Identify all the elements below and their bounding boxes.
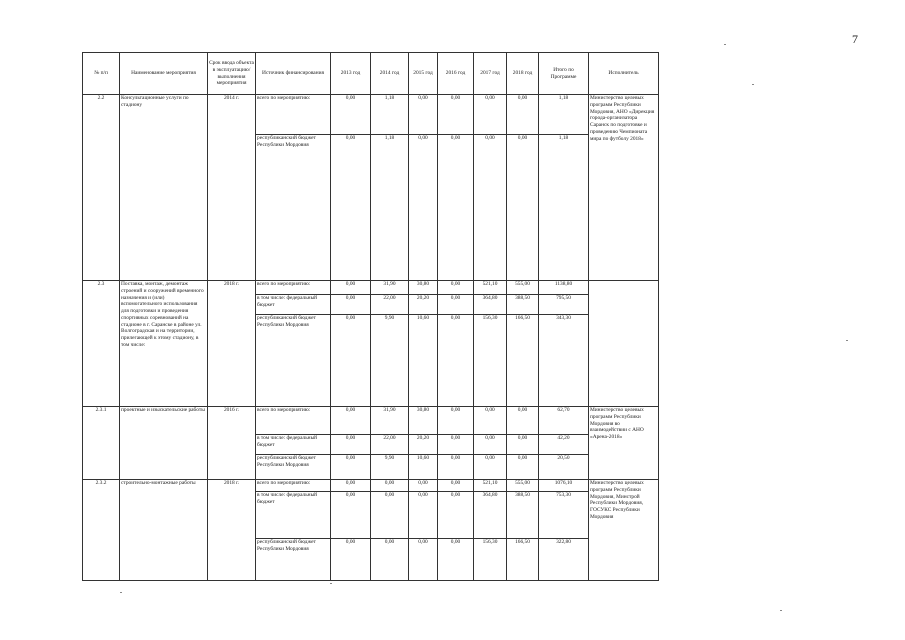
year-value: 1,18 — [371, 95, 409, 135]
program-total-value: 1,18 — [539, 135, 589, 281]
program-total-value: 343,30 — [539, 315, 589, 407]
year-value: 0,00 — [371, 492, 409, 539]
funding-source: в том числе: федеральный бюджет — [256, 492, 331, 539]
year-value: 0,00 — [409, 95, 438, 135]
funding-source: республиканский бюджет Республики Мордовия — [256, 455, 331, 480]
year-value: 0,00 — [474, 435, 507, 455]
funding-source: республиканский бюджет Республики Мордовия — [256, 315, 331, 407]
year-value: 0,00 — [438, 492, 474, 539]
program-table — [82, 52, 659, 581]
year-value: 0,00 — [371, 539, 409, 581]
year-value: 22,00 — [371, 435, 409, 455]
program-total-value: 42,20 — [539, 435, 589, 455]
header-row — [83, 53, 659, 95]
funding-source: республиканский бюджет Республики Мордовия — [256, 135, 331, 281]
year-value: 0,00 — [331, 315, 371, 407]
year-value: 0,00 — [331, 435, 371, 455]
program-total-value: 322,80 — [539, 539, 589, 581]
year-value: 0,00 — [409, 480, 438, 492]
header-source: Источник финансирования — [256, 53, 331, 95]
year-value: 0,00 — [438, 135, 474, 281]
year-value: 9,90 — [371, 315, 409, 407]
funding-source: республиканский бюджет Республики Мордовия — [256, 539, 331, 581]
program-total-value: 20,50 — [539, 455, 589, 480]
scan-speck — [752, 84, 754, 85]
year-value: 10,60 — [409, 315, 438, 407]
year-value: 10,60 — [409, 455, 438, 480]
year-value: 521,10 — [474, 480, 507, 492]
program-total-value: 1,18 — [539, 95, 589, 135]
year-value: 0,00 — [331, 455, 371, 480]
year-value: 0,00 — [474, 407, 507, 435]
table-row — [83, 95, 659, 135]
year-value: 30,80 — [409, 281, 438, 295]
year-value: 555,00 — [507, 480, 539, 492]
executor: Министерство целевых программ Республики Мордовия во взаимодействии с АНО «Арена-2018» — [589, 407, 659, 480]
header-2017: 2017 год — [474, 53, 507, 95]
year-value: 0,00 — [507, 407, 539, 435]
funding-source: всего по мероприятию: — [256, 480, 331, 492]
header-term: Срок ввода объекта в эксплуатацию/ выполнения мероприятия — [208, 53, 256, 95]
year-value: 31,90 — [371, 281, 409, 295]
scan-speck — [846, 340, 848, 341]
header-2014: 2014 год — [371, 53, 409, 95]
year-value: 0,00 — [507, 135, 539, 281]
funding-source: всего по мероприятию: — [256, 95, 331, 135]
year-value: 0,00 — [331, 95, 371, 135]
table-row — [83, 480, 659, 492]
year-value: 388,50 — [507, 295, 539, 315]
year-value: 0,00 — [371, 480, 409, 492]
header-no: № п/п — [83, 53, 120, 95]
year-value: 388,50 — [507, 492, 539, 539]
year-value: 0,00 — [507, 455, 539, 480]
item-term: 2018 г. — [208, 480, 256, 581]
year-value: 0,00 — [438, 295, 474, 315]
year-value: 0,00 — [474, 135, 507, 281]
year-value: 0,00 — [331, 407, 371, 435]
item-term: 2014 г. — [208, 95, 256, 281]
year-value: 555,00 — [507, 281, 539, 295]
item-name: Поставка, монтаж, демонтаж строений и сооружений временного назначения и (или) вспомогательного использования для подготовки и проведения спортивных соревнований на стадионе в г. Саранске в районе ул. Волгоградская и на территории, прилегающей к этому стадиону, в том числе: — [120, 281, 208, 407]
year-value: 0,00 — [331, 480, 371, 492]
year-value: 364,80 — [474, 295, 507, 315]
year-value: 0,00 — [474, 95, 507, 135]
year-value: 0,00 — [438, 435, 474, 455]
year-value: 0,00 — [438, 539, 474, 581]
item-number: 2.3.1 — [83, 407, 120, 480]
header-2013: 2013 год — [331, 53, 371, 95]
year-value: 20,20 — [409, 295, 438, 315]
funding-source: в том числе: федеральный бюджет — [256, 295, 331, 315]
year-value: 156,30 — [474, 315, 507, 407]
year-value: 0,00 — [438, 455, 474, 480]
year-value: 0,00 — [331, 281, 371, 295]
executor: Министерство целевых программ Республики Мордовия, Минстрой Республики Мордовия, ГОСУКС Республики Мордовия — [589, 480, 659, 581]
year-value: 0,00 — [331, 539, 371, 581]
year-value: 0,00 — [331, 295, 371, 315]
year-value: 364,80 — [474, 492, 507, 539]
year-value: 0,00 — [438, 315, 474, 407]
program-total-value: 1076,10 — [539, 480, 589, 492]
year-value: 9,90 — [371, 455, 409, 480]
header-2018: 2018 год — [507, 53, 539, 95]
year-value: 521,10 — [474, 281, 507, 295]
program-total-value: 1138,80 — [539, 281, 589, 295]
scan-speck — [330, 583, 332, 584]
item-name: строительно-монтажные работы — [120, 480, 208, 581]
header-2015: 2015 год — [409, 53, 438, 95]
year-value: 0,00 — [331, 135, 371, 281]
year-value: 1,18 — [371, 135, 409, 281]
header-executor: Исполнитель — [589, 53, 659, 95]
header-name: Наименование мероприятия — [120, 53, 208, 95]
scan-speck — [120, 592, 122, 593]
page-number: 7 — [852, 32, 858, 46]
funding-source: всего по мероприятию: — [256, 407, 331, 435]
year-value: 166,50 — [507, 539, 539, 581]
year-value: 166,50 — [507, 315, 539, 407]
year-value: 0,00 — [331, 492, 371, 539]
year-value: 0,00 — [409, 539, 438, 581]
funding-source: всего по мероприятию: — [256, 281, 331, 295]
table-row — [83, 281, 659, 295]
program-total-value: 795,50 — [539, 295, 589, 315]
item-number: 2.3 — [83, 281, 120, 407]
year-value: 156,30 — [474, 539, 507, 581]
year-value: 0,00 — [409, 492, 438, 539]
item-number: 2.3.2 — [83, 480, 120, 581]
year-value: 0,00 — [507, 435, 539, 455]
year-value: 0,00 — [474, 455, 507, 480]
year-value: 0,00 — [438, 407, 474, 435]
header-total: Итого по Программе — [539, 53, 589, 95]
year-value: 31,90 — [371, 407, 409, 435]
year-value: 0,00 — [507, 95, 539, 135]
table-row — [83, 407, 659, 435]
year-value: 30,80 — [409, 407, 438, 435]
funding-source: в том числе: федеральный бюджет — [256, 435, 331, 455]
item-term: 2018 г. — [208, 281, 256, 407]
year-value: 22,00 — [371, 295, 409, 315]
program-total-value: 62,70 — [539, 407, 589, 435]
scan-speck — [780, 610, 782, 611]
program-total-value: 753,30 — [539, 492, 589, 539]
year-value: 0,00 — [409, 135, 438, 281]
year-value: 0,00 — [438, 281, 474, 295]
item-name: проектные и изыскательские работы — [120, 407, 208, 480]
year-value: 20,20 — [409, 435, 438, 455]
item-name: Консультационные услуги по стадиону — [120, 95, 208, 281]
item-number: 2.2 — [83, 95, 120, 281]
scan-speck — [724, 44, 726, 45]
executor — [589, 281, 659, 407]
year-value: 0,00 — [438, 480, 474, 492]
header-2016: 2016 год — [438, 53, 474, 95]
year-value: 0,00 — [438, 95, 474, 135]
executor: Министерство целевых программ Республики Мордовия, АНО «Дирекция города-организатора Саранск по подготовке и проведению Чемпионата мира по футболу 2018» — [589, 95, 659, 281]
item-term: 2016 г. — [208, 407, 256, 480]
